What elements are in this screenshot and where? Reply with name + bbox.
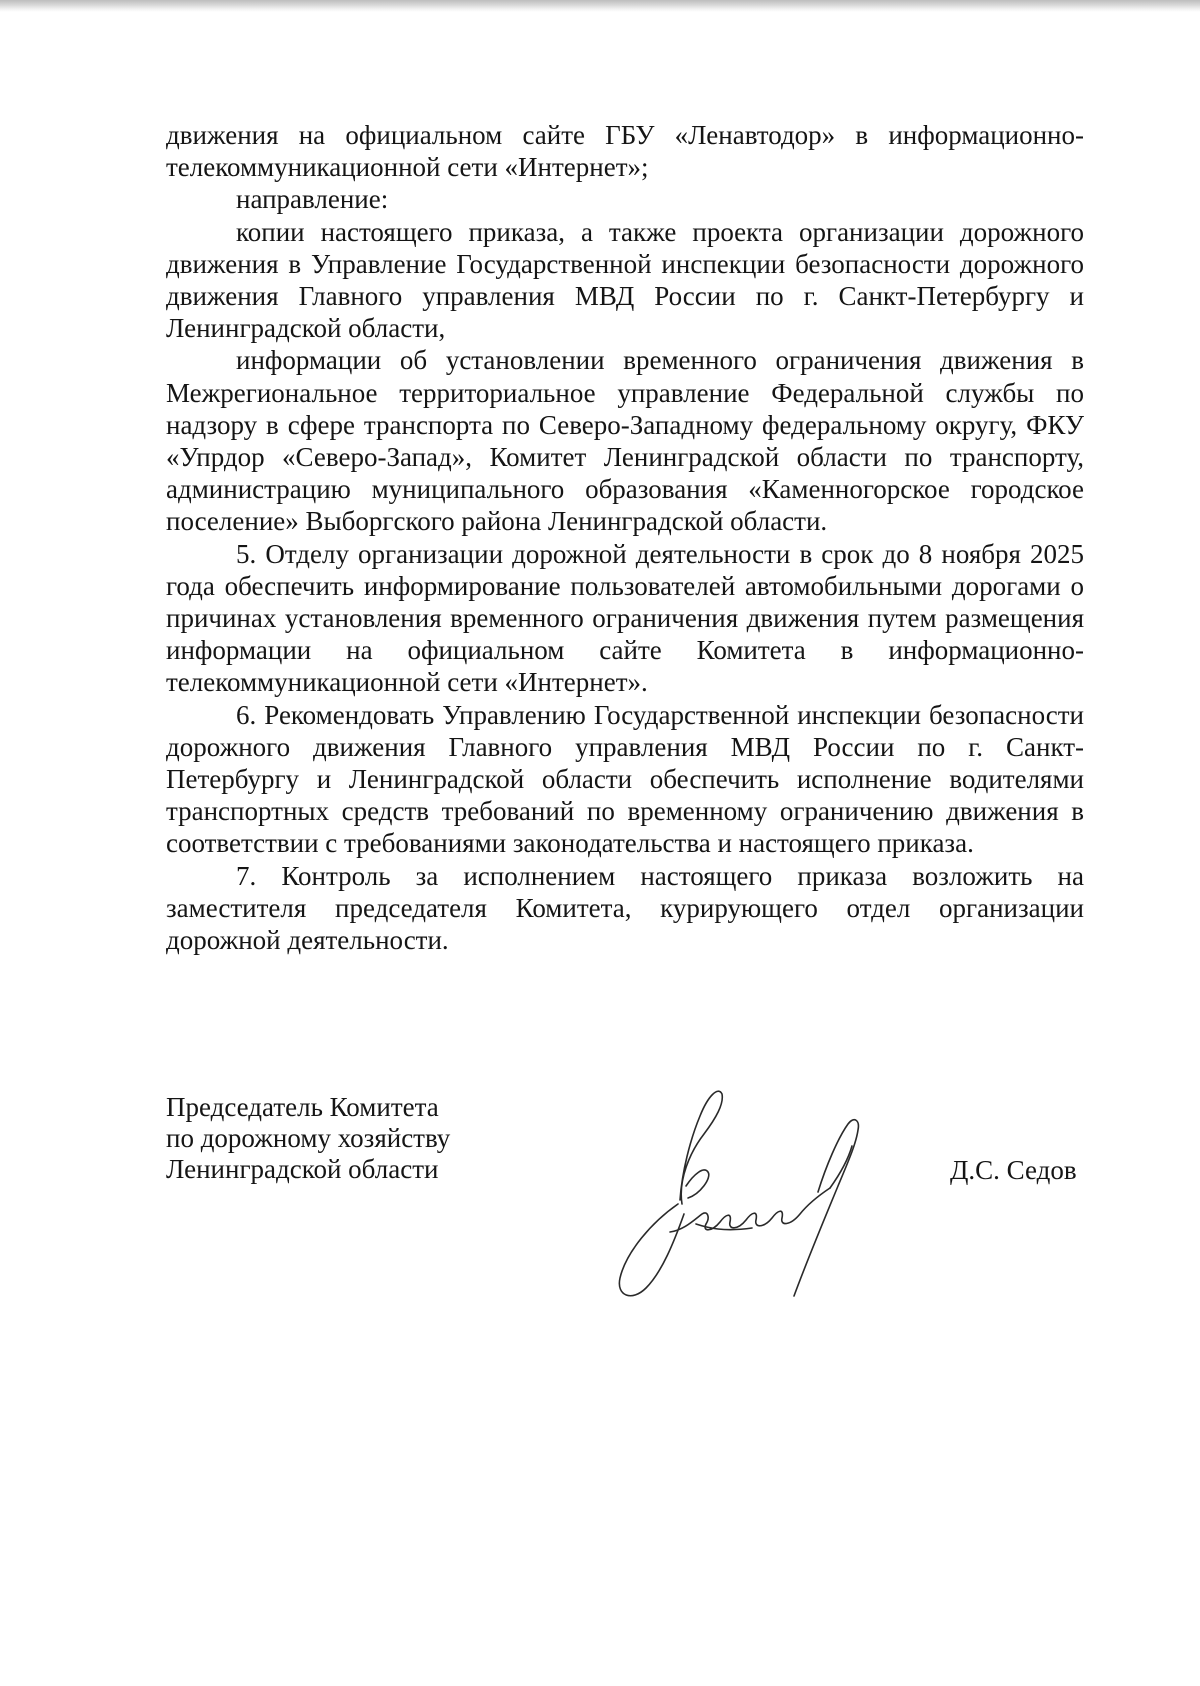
paragraph-copies: копии настоящего приказа, а также проекта организации дорожного движения в Управление Государственной инспекции безопасности дорожного движения Главного управления МВД России по г. Санкт-Петербургу и Ленинградской области, <box>166 216 1084 344</box>
signatory-title-line-3: Ленинградской области <box>166 1154 439 1184</box>
paragraph-item-6: 6. Рекомендовать Управлению Государственной инспекции безопасности дорожного движения Главного управления МВД России по г. Санкт-Петербургу и Ленинградской области обеспечить исполнение водителями транспортных средств требований по временному ограничению движения в соответствии с требованиями законодательства и настоящего приказа. <box>166 699 1084 859</box>
paragraph-direction-heading: направление: <box>236 184 389 215</box>
signatory-title-line-1: Председатель Комитета <box>166 1092 439 1122</box>
signatory-title-line-2: по дорожному хозяйству <box>166 1123 451 1153</box>
handwritten-signature-icon <box>612 1082 912 1304</box>
signer-name: Д.С. Седов <box>950 1155 1077 1185</box>
document-body <box>166 119 1084 956</box>
paragraph-item-5: 5. Отделу организации дорожной деятельности в срок до 8 ноября 2025 года обеспечить информирование пользователей автомобильными дорогами о причинах установления временного ограничения движения путем размещения информации на официальном сайте Комитета в информационно-телекоммуникационной сети «Интернет». <box>166 538 1084 698</box>
scan-top-edge <box>0 0 1200 12</box>
paragraph-item-7: 7. Контроль за исполнением настоящего приказа возложить на заместителя председателя Комитета, курирующего отдел организации дорожной деятельности. <box>166 860 1084 956</box>
paragraph-information: информации об установлении временного ограничения движения в Межрегиональное территориальное управление Федеральной службы по надзору в сфере транспорта по Северо-Западному федеральному округу, ФКУ «Упрдор «Северо-Запад», Комитет Ленинградской области по транспорту, администрацию муниципального образования «Каменногорское городское поселение» Выборгского района Ленинградской области. <box>166 345 1084 537</box>
paragraph-publication: движения на официальном сайте ГБУ «Ленавтодор» в информационно-телекоммуникационной сети «Интернет»; <box>166 120 1084 183</box>
signatory-title <box>166 1092 486 1185</box>
